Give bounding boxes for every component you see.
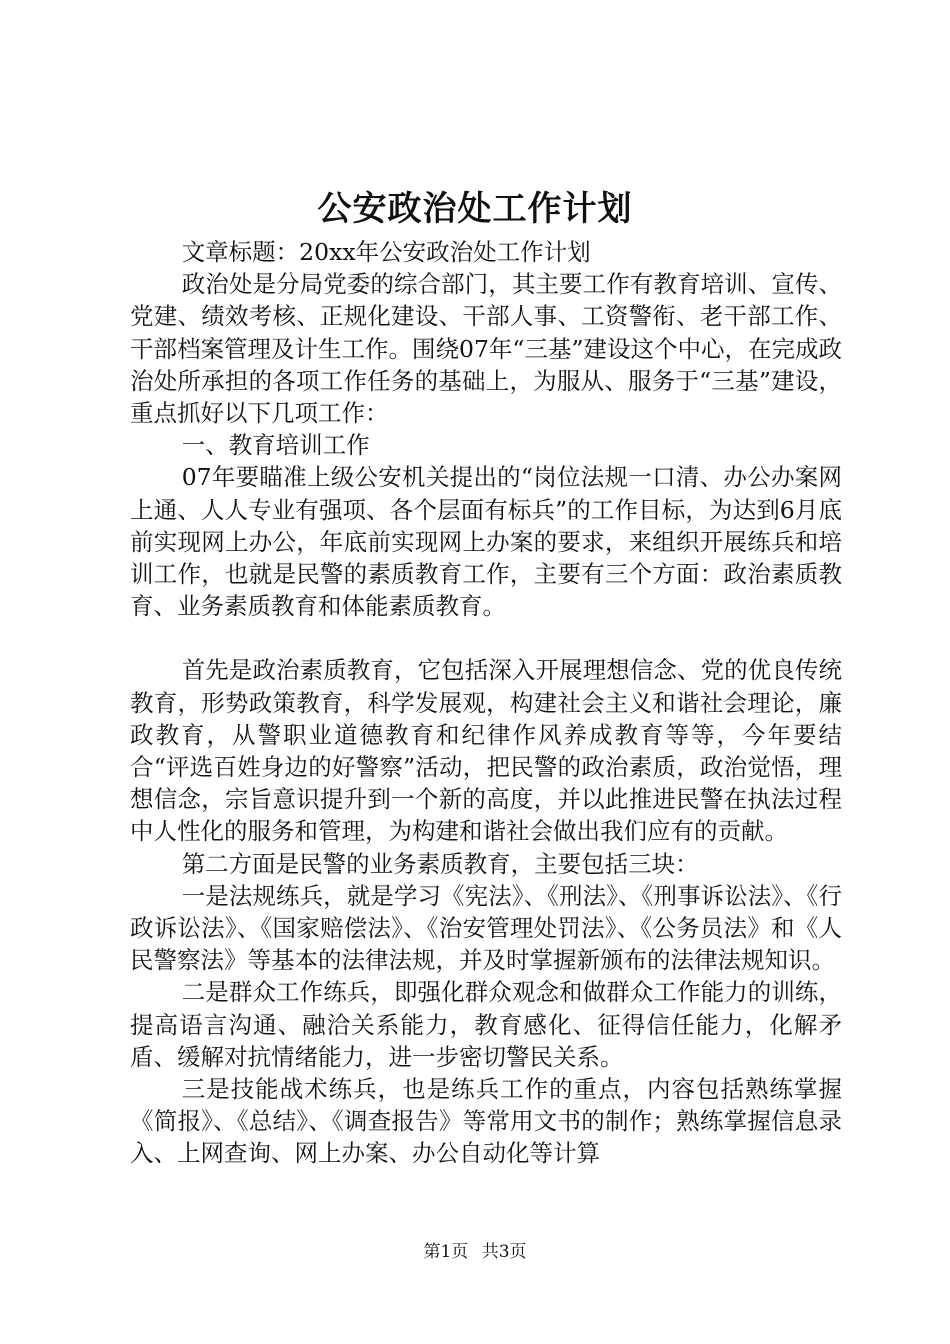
document-body — [130, 236, 842, 1170]
page-number-total: 共3页 — [481, 1242, 527, 1262]
article-heading-line: 文章标题：20xx年公安政治处工作计划 — [181, 238, 591, 266]
paragraph-education-goal: 07年要瞄准上级公安机关提出的“岗位法规一口清、办公办案网上通、人人专业有强项、各个层面有标兵”的工作目标，为达到6月底前实现网上办公，年底前实现网上办案的要求，来组织开展练兵和培训工作，也就是民警的素质教育工作，主要有三个方面：政治素质教育、业务素质教育和体能素质教育。 — [130, 463, 842, 621]
page-footer — [0, 1240, 950, 1264]
paragraph-mass-work-training: 二是群众工作练兵，即强化群众观念和做群众工作能力的训练，提高语言沟通、融洽关系能力，教育感化、征得信任能力，化解矛盾、缓解对抗情绪能力，进一步密切警民关系。 — [130, 978, 842, 1071]
page-number-current: 第1页 — [423, 1242, 469, 1262]
paragraph-intro: 政治处是分局党委的综合部门，其主要工作有教育培训、宣传、党建、绩效考核、正规化建设、干部人事、工资警衔、老干部工作、干部档案管理及计生工作。围绕07年“三基”建设这个中心，在完成政治处所承担的各项工作任务的基础上，为服从、服务于“三基”建设，重点抓好以下几项工作： — [130, 270, 842, 428]
paragraph-business-quality: 第二方面是民警的业务素质教育，主要包括三块： — [181, 849, 699, 878]
document-title: 公安政治处工作计划 — [317, 189, 633, 229]
section-heading-education: 一、教育培训工作 — [181, 431, 370, 460]
paragraph-political-quality: 首先是政治素质教育，它包括深入开展理想信念、党的优良传统教育，形势政策教育，科学发展观，构建社会主义和谐社会理论，廉政教育，从警职业道德教育和纪律作风养成教育等等，今年要结合“评选百姓身边的好警察”活动，把民警的政治素质，政治觉悟，理想信念，宗旨意识提升到一个新的高度，并以此推进民警在执法过程中人性化的服务和管理，为构建和谐社会做出我们应有的贡献。 — [130, 656, 842, 846]
paragraph-skills-training: 三是技能战术练兵，也是练兵工作的重点，内容包括熟练掌握《简报》、《总结》、《调查报告》等常用文书的制作；熟练掌握信息录入、上网查询、网上办案、办公自动化等计算 — [130, 1075, 842, 1168]
paragraph-law-training: 一是法规练兵，就是学习《宪法》、《刑法》、《刑事诉讼法》、《行政诉讼法》、《国家赔偿法》、《治安管理处罚法》、《公务员法》和《人民警察法》等基本的法律法规，并及时掌握新颁布的法律法规知识。 — [130, 881, 842, 975]
